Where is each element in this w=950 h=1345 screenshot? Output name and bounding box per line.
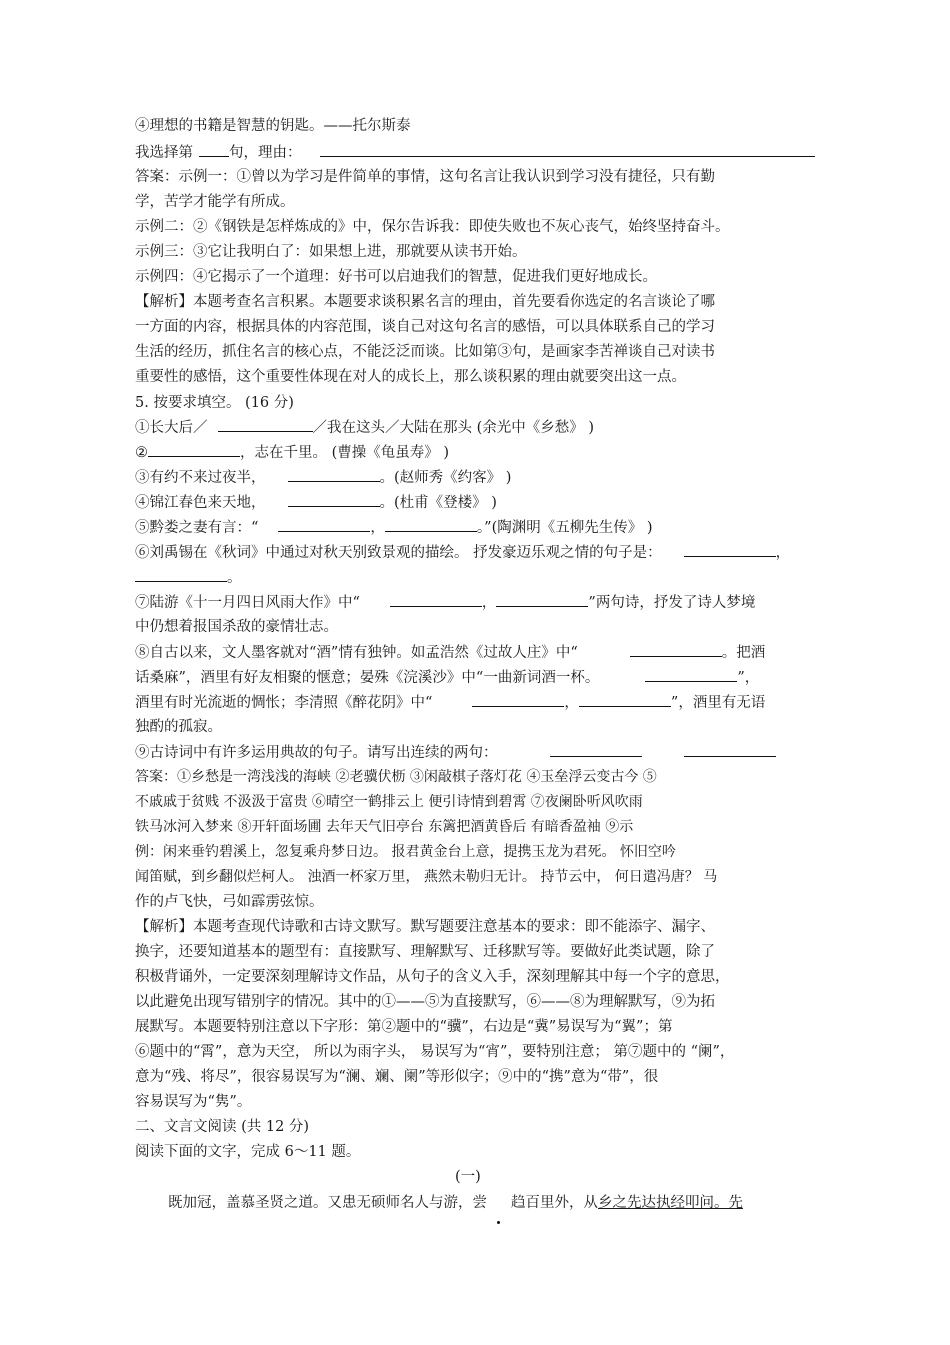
fill-text: ② (135, 445, 148, 461)
fill-item (135, 567, 242, 587)
fill-text: ⑨古诗词中有许多运用典故的句子。请写出连续的两句： (135, 745, 498, 761)
answer-line: 作的卢飞快，弓如霹雳弦惊。 (135, 894, 324, 910)
fill-blank[interactable] (550, 742, 642, 757)
analysis-line: 【解析】本题考查名言积累。本题要求谈积累名言的理由，首先要看你选定的名言谈论了哪 (135, 294, 715, 310)
analysis-line: 以此避免出现写错别字的情况。其中的①——⑤为直接默写，⑥——⑧为理解默写，⑨为拓 (135, 994, 715, 1010)
passage-number: (一) (455, 1169, 481, 1185)
fill-blank[interactable] (645, 667, 737, 682)
analysis-line: 重要性的感悟，这个重要性体现在对人的成长上，那么谈积累的理由就要突出这一点。 (135, 369, 686, 385)
fill-blank[interactable] (390, 592, 482, 607)
choice-prefix: 我选择第 (135, 145, 193, 161)
fill-item-cont: 独酌的孤寂。 (135, 719, 222, 735)
fill-text: ④锦江春色来天地， (135, 495, 266, 511)
fill-blank[interactable] (472, 692, 564, 707)
fill-blank[interactable] (148, 442, 240, 457)
answer-line: 闻笛赋，到乡翻似烂柯人。 浊酒一杯家万里， 燕然未勒归无计。 持节云中， 何日遣冯唐？ 马 (135, 869, 718, 885)
fill-text: ”，酒里有无语 (670, 695, 766, 711)
answer-line: 学，苦学才能学有所成。 (135, 194, 295, 210)
analysis-line: 积极背诵外，一定要深刻理解诗文作品，从句子的含义入手，深刻理解其中每一个字的意思， (135, 969, 730, 985)
fill-text: ／我在这头／大陆在那头 (余光中《乡愁》 ) (312, 420, 595, 436)
analysis-line: 意为“残、将尽”，很容易误写为“澜、斓、阑”等形似字；⑨中的“携”意为“带”，很 (135, 1069, 659, 1085)
answer-line: 示例四：④它揭示了一个道理：好书可以启迪我们的智慧，促进我们更好地成长。 (135, 269, 657, 285)
fill-item (135, 742, 776, 762)
fill-item (135, 417, 594, 437)
answer-line: 答案：①乡愁是一湾浅浅的海峡 ②老骥伏枥 ③闲敲棋子落灯花 ④玉垒浮云变古今 ⑤ (135, 769, 657, 785)
fill-blank[interactable] (385, 517, 477, 532)
fill-blank[interactable] (135, 567, 227, 582)
fill-text: ⑥刘禹锡在《秋词》中通过对秋天别致景观的描绘。 抒发豪迈乐观之情的句子是： (135, 545, 662, 561)
fill-item-cont (135, 692, 765, 712)
fill-text: ③有约不来过夜半， (135, 470, 266, 486)
fill-item-cont (135, 667, 759, 687)
passage-text: 既加冠，盖慕圣贤之道。又患无硕师名人与游，尝 (168, 1195, 487, 1211)
analysis-line: 换字，还要知道基本的题型有：直接默写、理解默写、迁移默写等。要做好此类试题，除了 (135, 944, 715, 960)
fill-text: 话桑麻”，酒里有好友相聚的惬意；晏殊《浣溪沙》中“一曲新词酒一杯。 (135, 670, 600, 686)
fill-text: 。把酒 (721, 645, 766, 661)
answer-line: 示例二：②《钢铁是怎样炼成的》中，保尔告诉我：即使失败也不灰心丧气，始终坚持奋斗。 (135, 219, 730, 235)
fill-text: ①长大后／ (135, 420, 208, 436)
fill-text: 。 (227, 570, 242, 586)
underlined-passage-text: 乡之先达执经叩问。先 (598, 1195, 743, 1211)
analysis-line: 生活的经历，抓住名言的核心点，不能泛泛而谈。比如第③句，是画家李苦禅谈自己对读书 (135, 344, 715, 360)
fill-text: 。(赵师秀《约客》 ) (379, 470, 512, 486)
fill-text: ， (564, 695, 579, 711)
quote-line-4: ④理想的书籍是智慧的钥匙。——托尔斯泰 (135, 118, 411, 134)
answer-line: 铁马冰河入梦来 ⑧开轩面场圃 去年天气旧亭台 东篱把酒黄昏后 有暗香盈袖 ⑨示 (135, 819, 634, 835)
fill-item-cont: 中仍想着报国杀敌的豪情壮志。 (135, 619, 338, 635)
fill-item (135, 642, 765, 662)
answer-line: 答案：示例一：①曾以为学习是件简单的事情，这句名言让我认识到学习没有捷径，只有勤 (135, 169, 715, 185)
question-heading: 5. 按要求填空。 (16 分) (135, 395, 294, 411)
fill-text: ⑦陆游《十一月四日风雨大作》中“ (135, 595, 360, 611)
answer-line: 示例三：③它让我明白了：如果想上进，那就要从读书开始。 (135, 244, 527, 260)
fill-text: 。(杜甫《登楼》 ) (379, 495, 497, 511)
fill-blank[interactable] (496, 592, 588, 607)
analysis-line: 【解析】本题考查现代诗歌和古诗文默写。默写题要注意基本的要求：即不能添字、漏字、 (135, 919, 715, 935)
fill-text: ⑤黔娄之妻有言：“ (135, 520, 259, 536)
fill-text: 。”(陶渊明《五柳先生传》 ) (476, 520, 653, 536)
reason-blank[interactable] (320, 142, 815, 157)
fill-item (135, 517, 653, 537)
analysis-line: 一方面的内容，根据具体的内容范围，谈自己对这句名言的感悟，可以具体联系自己的学习 (135, 319, 715, 335)
fill-blank[interactable] (684, 742, 776, 757)
fill-text: ，志在千里。 (曹操《龟虽寿》 ) (240, 445, 450, 461)
fill-text: ， (775, 545, 791, 561)
fill-text: ， (481, 595, 497, 611)
fill-blank[interactable] (630, 642, 722, 657)
fill-blank[interactable] (218, 417, 313, 432)
analysis-line: 展默写。本题要特别注意以下字形：第②题中的“骥”，右边是“冀”易误写为“翼”；第 (135, 1019, 673, 1035)
fill-item (135, 467, 511, 487)
section-heading: 二、文言文阅读 (共 12 分) (135, 1119, 310, 1135)
answer-line: 不戚戚于贫贱 不汲汲于富贵 ⑥晴空一鹤排云上 便引诗情到碧霄 ⑦夜阑卧听风吹雨 (135, 794, 643, 810)
choice-reason-label: 句，理由： (229, 145, 302, 161)
instruction-line: 阅读下面的文字，完成 6～11 题。 (135, 1144, 361, 1160)
fill-blank[interactable] (288, 492, 380, 507)
fill-item (135, 542, 790, 562)
fill-blank[interactable] (579, 692, 671, 707)
fill-item (135, 442, 449, 462)
answer-line: 例：闲来垂钓碧溪上，忽复乘舟梦日边。 报君黄金台上意，提携玉龙为君死。 怀旧空吟 (135, 844, 676, 860)
analysis-line: ⑥题中的“霄”，意为天空， 所以为雨字头， 易误写为“宵”，要特别注意； 第⑦题中的 “阑”， (135, 1044, 735, 1060)
fill-text: ⑧自古以来，文人墨客就对“酒”情有独钟。如孟浩然《过故人庄》中“ (135, 645, 578, 661)
fill-item (135, 492, 497, 512)
fill-text: ”两句诗，抒发了诗人梦境 (588, 595, 756, 611)
fill-item (135, 592, 755, 612)
fill-text: ， (370, 520, 385, 536)
analysis-line: 容易误写为“隽”。 (135, 1094, 252, 1110)
fill-text: 酒里有时光流逝的惆怅；李清照《醉花阴》中“ (135, 695, 433, 711)
fill-text: ”， (737, 670, 760, 686)
fill-blank[interactable] (684, 542, 776, 557)
fill-blank[interactable] (278, 517, 370, 532)
passage-text: 趋百里外，从 (511, 1195, 598, 1211)
passage-line (168, 1193, 743, 1213)
fill-blank[interactable] (288, 467, 380, 482)
choice-line (135, 142, 815, 162)
sentence-number-blank[interactable] (199, 142, 229, 157)
